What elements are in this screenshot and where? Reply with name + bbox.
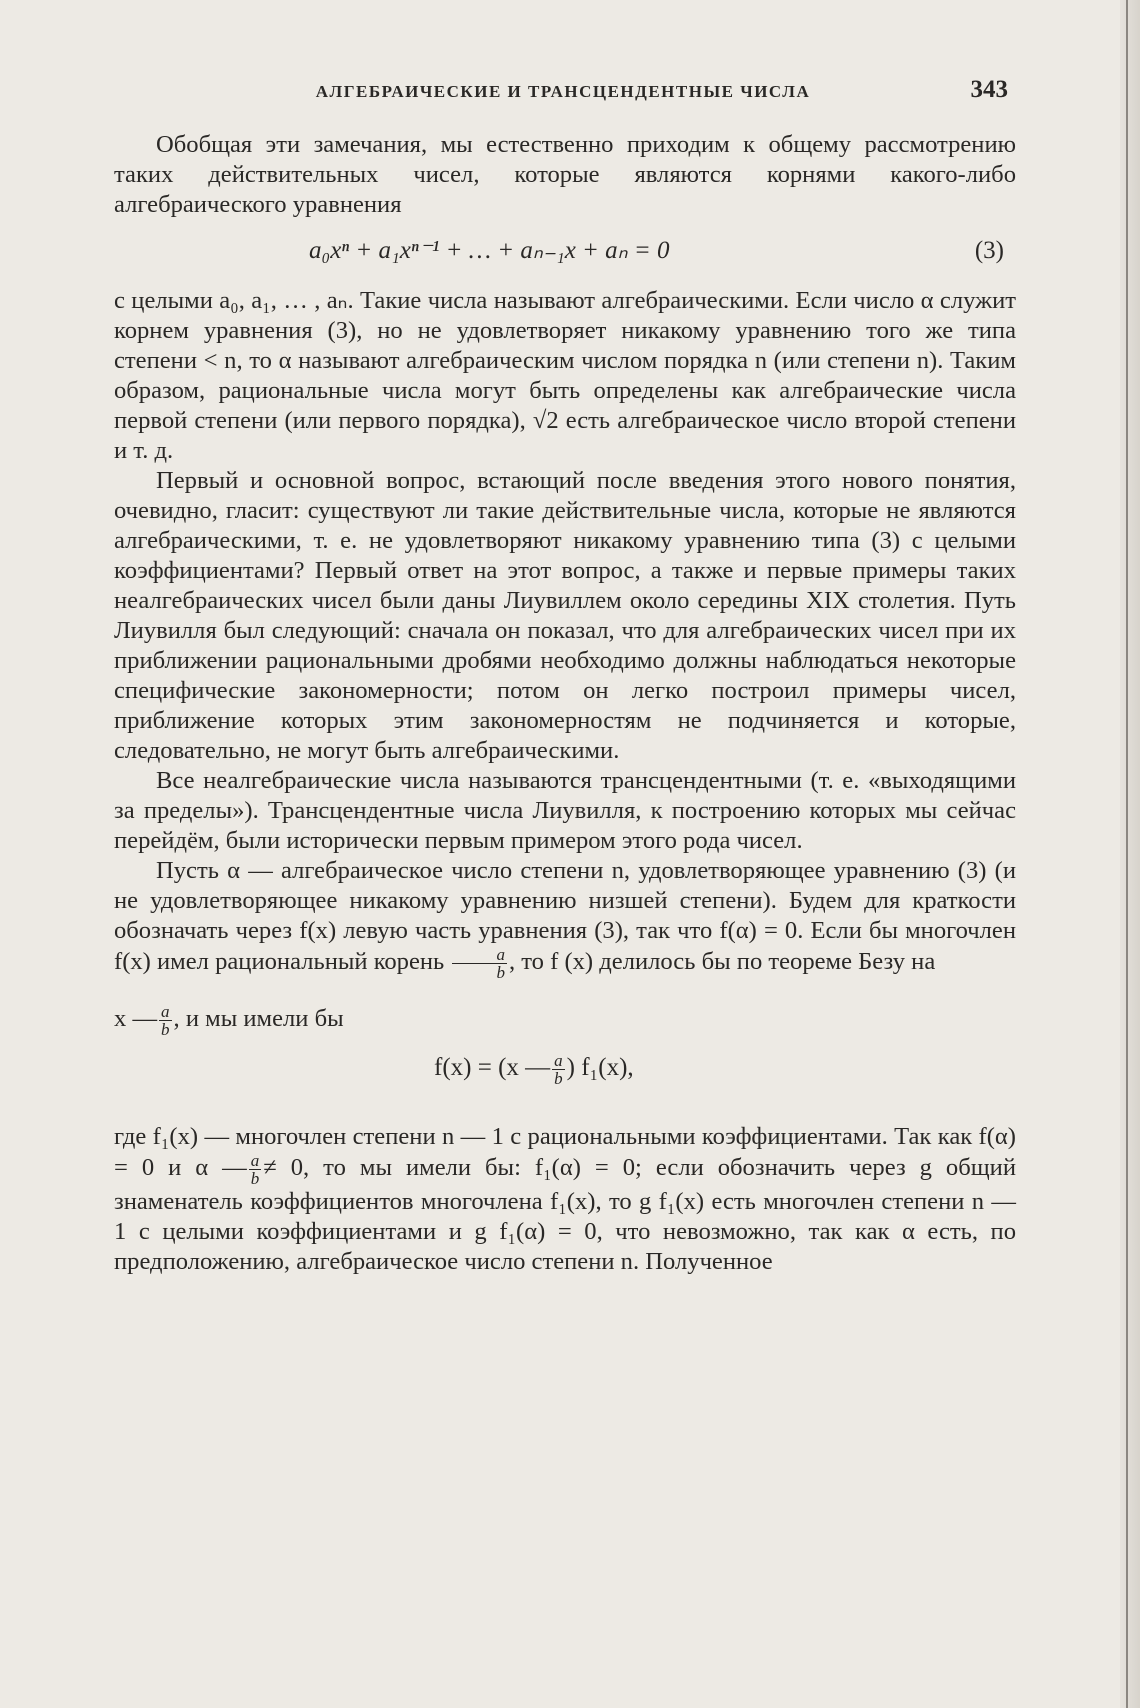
fraction-numerator: a [250, 1151, 260, 1170]
fraction-numerator: a [554, 1051, 563, 1070]
page-edge-shadow [1120, 0, 1140, 1708]
body-text [114, 130, 1016, 1277]
equation-factorization-body [434, 1052, 634, 1087]
fraction-numerator: a [452, 946, 507, 964]
paragraph-5-part-c-post: , и мы имели бы [173, 1005, 344, 1033]
equation-3-number: (3) [974, 237, 1004, 264]
fraction-a-over-b-3 [552, 1052, 565, 1087]
paragraph-3: Первый и основной вопрос, встающий после введения этого нового понятия, очевидно, гласит: существуют ли такие действительные числа, которые не являются алгебраическими, т. е. не удовлетворяют никакому уравнению типа (3) с целыми коэффициентами? Первый ответ на этот вопрос, а также и первые примеры таких неалгебраических чисел были даны Лиувиллем около середины XIX столетия. Путь Лиувилля был следующий: сначала он показал, что для алгебраических чисел при их приближении рациональными дробями необходимо должны наблюдаться некоторые специфические закономерности; потом он легко построил примеры чисел, приближение которых этим закономерностям не подчиняется и которые, следовательно, не могут быть алгебраическими. [114, 467, 1016, 764]
paragraph-5-part-a: Пусть α — алгебраическое число степени n, удовлетворяющее уравнению (3) (и не удовлетворяющее никакому уравнению низшей степени). Будем для краткости обозначать через f(x) левую часть уравнения (3), так что f(α) = 0. Если бы многочлен f(x) имел рациональный корень [114, 857, 1016, 976]
paragraph-1: Обобщая эти замечания, мы естественно приходим к общему рассмотрению таких действительных чисел, которые являются корнями какого-либо алгебраического уравнения [114, 131, 1016, 218]
equation-3 [114, 226, 1016, 276]
fraction-numerator: a [161, 1002, 170, 1021]
equation-f-right: ) f₁(x), [566, 1054, 634, 1082]
page-header [118, 76, 1008, 112]
paragraph-2: с целыми a₀, a₁, … , aₙ. Такие числа называют алгебраическими. Если число α служит корнем уравнения (3), но не удовлетворяет никакому уравнению того же типа степени < n, то α называют алгебраическим числом порядка n (или степени n). Таким образом, рациональные числа могут быть определены как алгебраические числа первой степени (или первого порядка), √2 есть алгебраическое число второй степени и т. д. [114, 287, 1016, 464]
fraction-a-over-b-4 [249, 1152, 262, 1187]
equation-3-body: a₀xⁿ + a₁xⁿ⁻¹ + … + aₙ₋₁x + aₙ = 0 [309, 237, 670, 264]
fraction-a-over-b-2 [159, 1003, 172, 1038]
paragraph-5-part-b: , то f (x) делилось бы по теореме Безу на [508, 948, 936, 976]
paragraph-6-part-b: ≠ 0, то мы имели бы: f₁(α) = 0; если обозначить через g общий знаменатель коэффициентов многочлена f₁(x), то g f₁(x) есть многочлен степени n — 1 с целыми коэффициентами и g f₁(α) = 0, что невозможно, так как α есть, по предположению, алгебраическое число степени n. Полученное [114, 1154, 1016, 1275]
running-title: АЛГЕБРАИЧЕСКИЕ И ТРАНСЦЕНДЕНТНЫЕ ЧИСЛА [315, 82, 811, 101]
fraction-denominator: b [554, 1069, 563, 1088]
fraction-a-over-b [452, 946, 507, 981]
paragraph-5-part-c-pre: x — [114, 1005, 158, 1033]
fraction-denominator: b [496, 963, 505, 982]
paragraph-5 [114, 856, 1016, 981]
paragraph-6-part-a: где f₁(x) — многочлен степени n — 1 с рациональными коэффициентами. Так как f(α) = 0 и α — [114, 1123, 1016, 1182]
equation-factorization [114, 1038, 1016, 1108]
paragraph-5-continued [114, 1003, 1016, 1038]
fraction-denominator: b [161, 1020, 170, 1039]
paragraph-6 [114, 1122, 1016, 1277]
fraction-denominator: b [250, 1169, 260, 1188]
paragraph-4: Все неалгебраические числа называются трансцендентными (т. е. «выходящими за пределы»). Трансцендентные числа Лиувилля, к построению которых мы сейчас перейдём, были исторически первым примером этого рода чисел. [114, 767, 1016, 854]
page-number: 343 [970, 76, 1008, 103]
page-edge-line [1126, 0, 1128, 1708]
equation-f-left: f(x) = (x — [434, 1054, 551, 1082]
